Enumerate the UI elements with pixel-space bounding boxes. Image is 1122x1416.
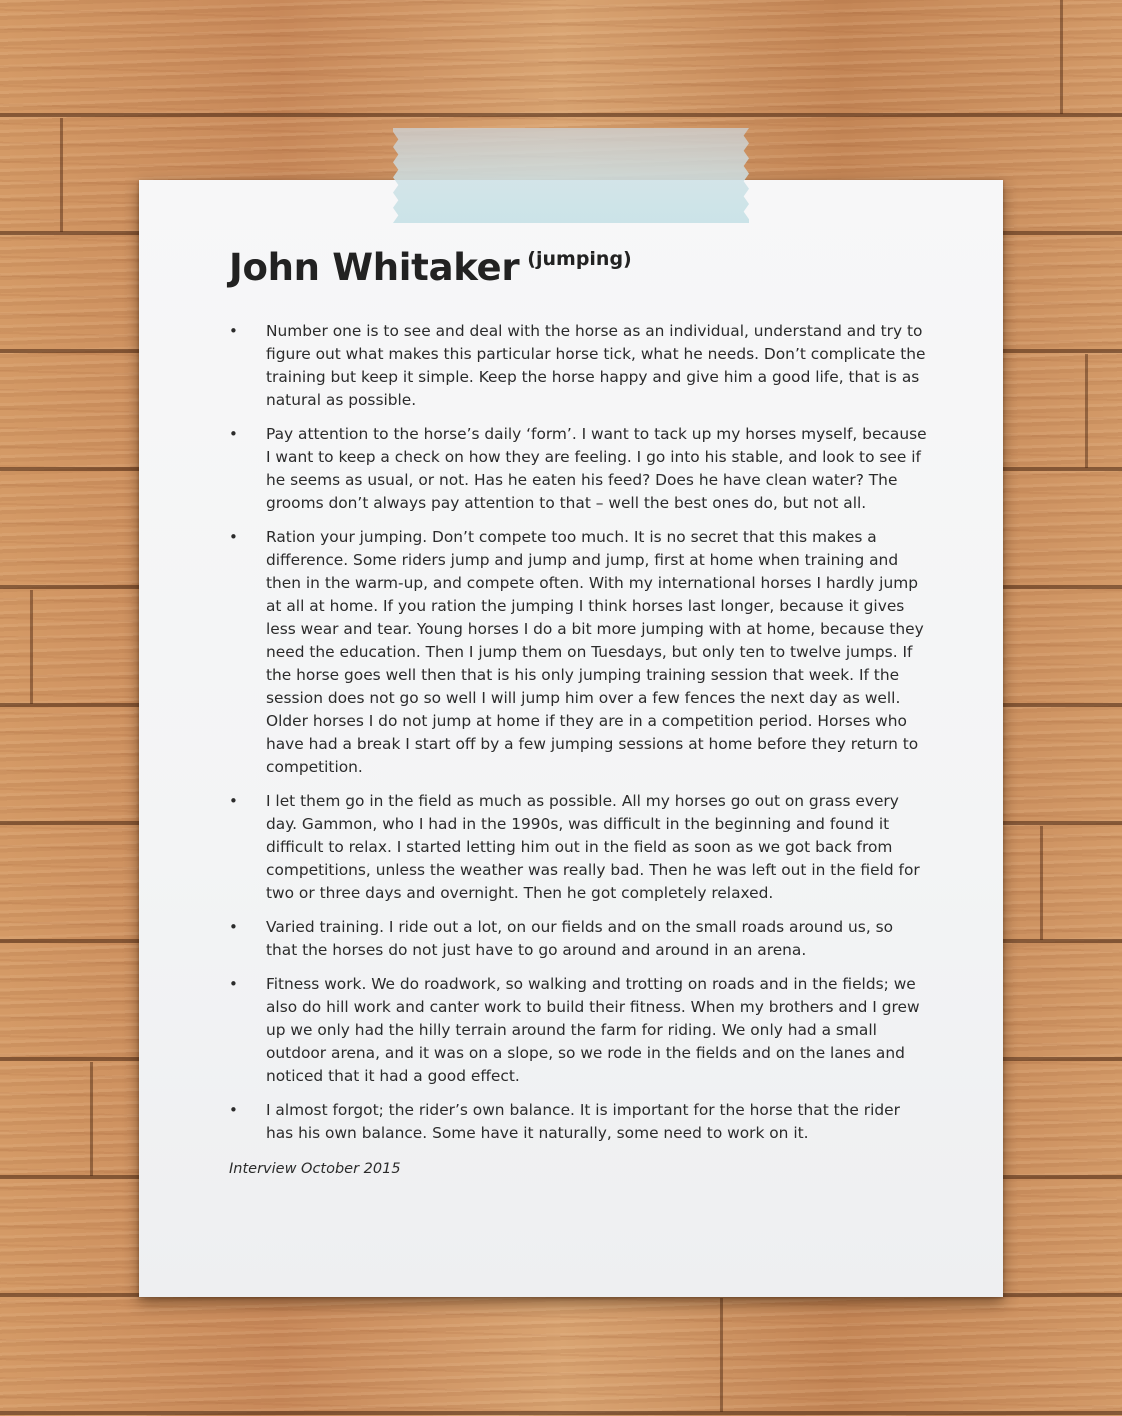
bullet-icon: • (229, 975, 238, 993)
plank-seam (1085, 354, 1088, 468)
bullet-icon: • (229, 425, 238, 443)
bullet-text: Pay attention to the horse’s daily ‘form’. I want to tack up my horses myself, because I want to keep a check on how they are feeling. I go into his stable, and look to see if he seems as usual, or not. Has he eaten his feed? Does he have clean water? The grooms don’t always pay attention to that – well the best ones do, but not all. (266, 425, 927, 512)
bullet-text: I almost forgot; the rider’s own balance. It is important for the horse that the rider has his own balance. Some have it naturally, some need to work on it. (266, 1101, 900, 1142)
title-row (229, 246, 929, 290)
masking-tape (393, 128, 749, 223)
plank-seam (1060, 0, 1063, 114)
list-item (229, 973, 929, 1088)
list-item (229, 916, 929, 962)
bullet-icon: • (229, 792, 238, 810)
title-note: (jumping) (527, 248, 632, 270)
bullet-text: I let them go in the field as much as possible. All my horses go out on grass every day. Gammon, who I had in the 1990s, was difficult in the beginning and found it difficult to relax. I started letting him out in the field as soon as we got back from competitions, unless the weather was really bad. Then he was left out in the field for two or three days and overnight. Then he got completely relaxed. (266, 792, 920, 902)
plank-seam (720, 1298, 723, 1412)
bullet-icon: • (229, 528, 238, 546)
list-item (229, 320, 929, 412)
bullet-text: Ration your jumping. Don’t compete too much. It is no secret that this makes a difference. Some riders jump and jump and jump, first at home when training and then in the warm-up, and compete often. With my international horses I hardly jump at all at home. If you ration the jumping I think horses last longer, because it gives less wear and tear. Young horses I do a bit more jumping with at home, because they need the education. Then I jump them on Tuesdays, but only ten to twelve jumps. If the horse goes well then that is his only jumping training session that week. If the session does not go so well I will jump him over a few fences the next day as well. Older horses I do not jump at home if they are in a competition period. Horses who have had a break I start off by a few jumping sessions at home before they return to competition. (266, 528, 924, 776)
plank-seam (60, 118, 63, 232)
plank-seam (30, 590, 33, 704)
bullet-icon: • (229, 918, 238, 936)
page-title: John Whitaker (229, 246, 520, 289)
plank-seam (1040, 826, 1043, 940)
bullet-text: Fitness work. We do roadwork, so walking and trotting on roads and in the fields; we also do hill work and canter work to build their fitness. When my brothers and I grew up we only had the hilly terrain around the farm for riding. We only had a small outdoor arena, and it was on a slope, so we rode in the fields and on the lanes and noticed that it had a good effect. (266, 975, 920, 1085)
document-content (229, 246, 929, 1177)
plank-seam (90, 1062, 93, 1176)
list-item (229, 1099, 929, 1145)
list-item (229, 526, 929, 779)
bullet-icon: • (229, 322, 238, 340)
bullet-icon: • (229, 1101, 238, 1119)
list-item (229, 423, 929, 515)
interview-signoff: Interview October 2015 (229, 1161, 401, 1177)
list-item (229, 790, 929, 905)
bullet-text: Varied training. I ride out a lot, on our fields and on the small roads around us, so that the horses do not just have to go around and around in an arena. (266, 918, 894, 959)
bullet-text: Number one is to see and deal with the horse as an individual, understand and try to figure out what makes this particular horse tick, what he needs. Don’t complicate the training but keep it simple. Keep the horse happy and give him a good life, that is as natural as possible. (266, 322, 926, 409)
bullet-list (229, 320, 929, 1145)
